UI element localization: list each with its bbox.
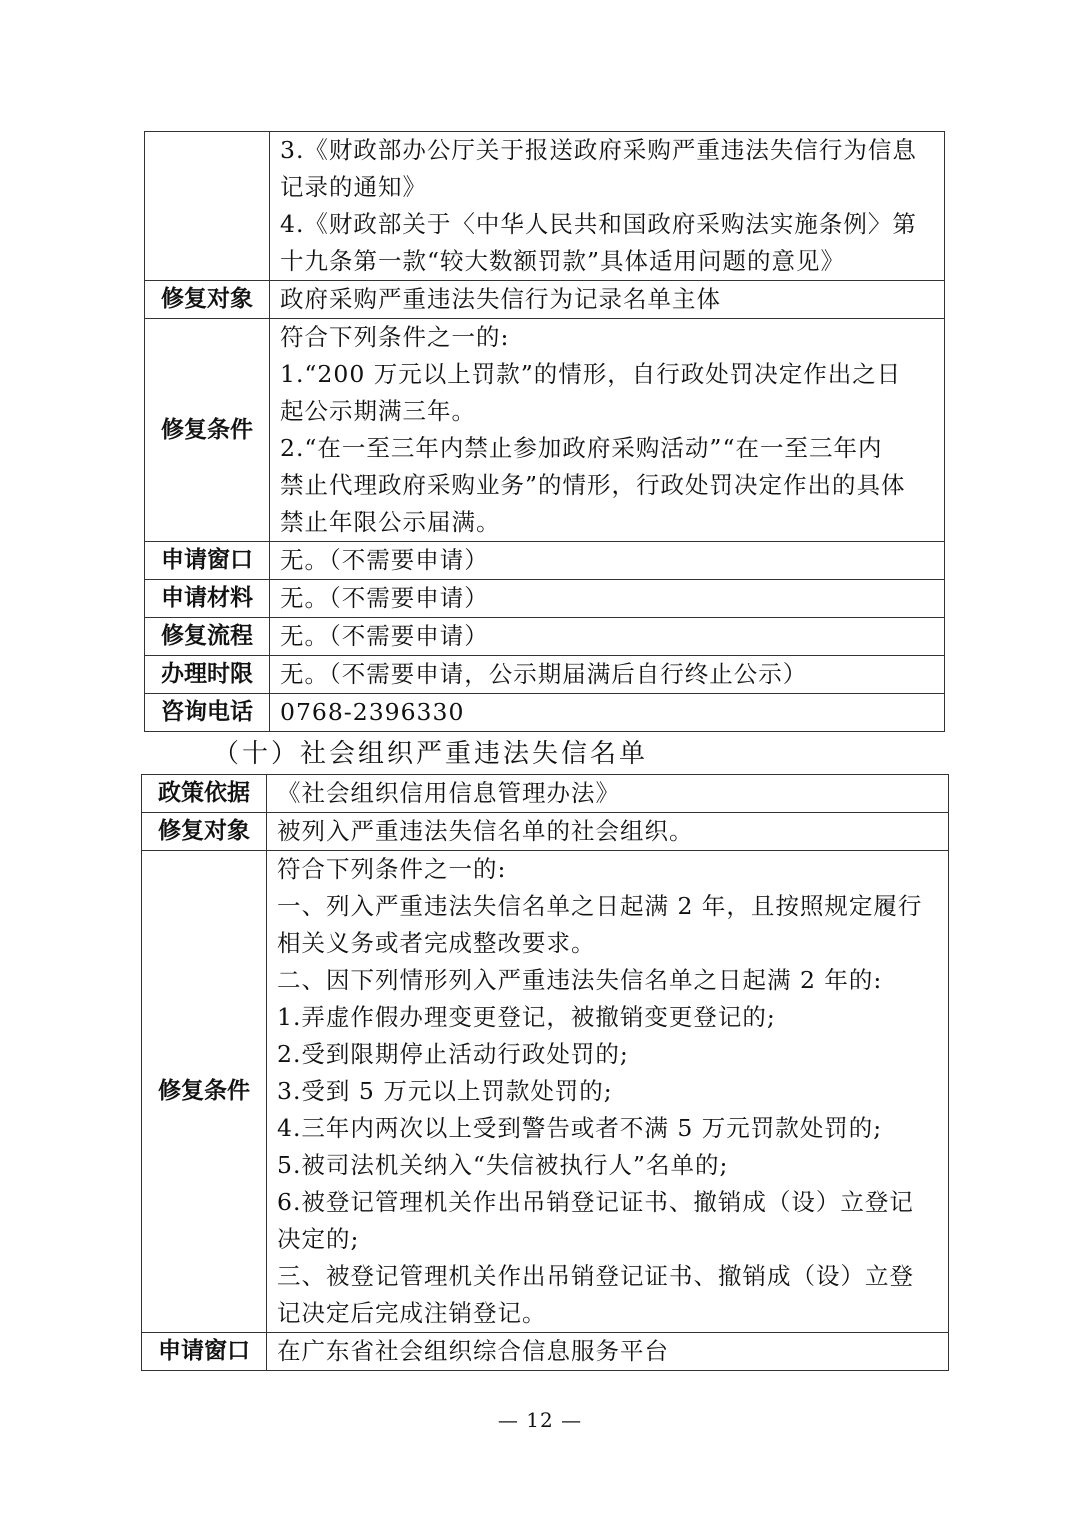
content-line: 无。（不需要申请）	[280, 584, 489, 612]
content-line: 禁止代理政府采购业务”的情形，行政处罚决定作出的具体	[280, 471, 906, 499]
table-row	[145, 580, 945, 618]
page-number: — 12 —	[497, 1408, 583, 1432]
row-label: 办理时限	[145, 656, 270, 694]
row-content	[270, 542, 945, 580]
content-line: 无。（不需要申请）	[280, 622, 489, 650]
row-label: 咨询电话	[145, 694, 270, 732]
section-title: （十）社会组织严重违法失信名单	[213, 739, 649, 769]
row-content	[270, 132, 945, 281]
table-row	[142, 775, 949, 813]
row-content	[270, 580, 945, 618]
content-line: 3.《财政部办公厅关于报送政府采购严重违法失信行为信息	[280, 136, 917, 164]
table-row	[145, 319, 945, 542]
content-line: 被列入严重违法失信名单的社会组织。	[277, 817, 694, 845]
content-line: 3.受到 5 万元以上罚款处罚的;	[277, 1077, 613, 1105]
row-label: 修复对象	[145, 281, 270, 319]
row-label: 修复对象	[142, 813, 267, 851]
table-row	[142, 1333, 949, 1371]
row-label: 修复条件	[145, 319, 270, 542]
content-line: 决定的;	[277, 1225, 360, 1253]
table-row	[145, 656, 945, 694]
content-line: 无。（不需要申请）	[280, 546, 489, 574]
content-line: 在广东省社会组织综合信息服务平台	[277, 1337, 669, 1365]
content-line: 2.受到限期停止活动行政处罚的;	[277, 1040, 629, 1068]
content-line: 1.“200 万元以上罚款”的情形，自行政处罚决定作出之日	[280, 360, 902, 388]
content-line: 起公示期满三年。	[280, 397, 476, 425]
row-label: 申请窗口	[145, 542, 270, 580]
content-line: 十九条第一款“较大数额罚款”具体适用问题的意见》	[280, 247, 846, 275]
content-line: 2.“在一至三年内禁止参加政府采购活动”“在一至三年内	[280, 434, 883, 462]
content-line: 一、列入严重违法失信名单之日起满 2 年，且按照规定履行	[277, 892, 923, 920]
content-line: 4.三年内两次以上受到警告或者不满 5 万元罚款处罚的;	[277, 1114, 883, 1142]
content-line: 6.被登记管理机关作出吊销登记证书、撤销成（设）立登记	[277, 1188, 914, 1216]
row-label: 修复条件	[142, 851, 267, 1333]
table-row	[142, 813, 949, 851]
table-row	[145, 132, 945, 281]
content-line: 符合下列条件之一的:	[277, 855, 507, 883]
content-line: 无。（不需要申请，公示期届满后自行终止公示）	[280, 660, 808, 688]
content-line: 4.《财政部关于〈中华人民共和国政府采购法实施条例〉第	[280, 210, 917, 238]
table-row	[145, 542, 945, 580]
credit-repair-table-government-procurement	[144, 131, 945, 732]
table-row	[145, 694, 945, 732]
table-row	[145, 281, 945, 319]
row-label: 修复流程	[145, 618, 270, 656]
content-line: 记决定后完成注销登记。	[277, 1299, 547, 1327]
row-label	[145, 132, 270, 281]
row-content	[270, 281, 945, 319]
content-line: 记录的通知》	[280, 173, 427, 201]
content-line: 《社会组织信用信息管理办法》	[277, 779, 620, 807]
content-line: 0768-2396330	[280, 698, 465, 726]
row-label: 申请材料	[145, 580, 270, 618]
table-row	[142, 851, 949, 1333]
row-content	[267, 851, 949, 1333]
row-content	[267, 813, 949, 851]
content-line: 符合下列条件之一的:	[280, 323, 510, 351]
row-content	[270, 656, 945, 694]
row-label: 政策依据	[142, 775, 267, 813]
content-line: 5.被司法机关纳入“失信被执行人”名单的;	[277, 1151, 729, 1179]
row-label: 申请窗口	[142, 1333, 267, 1371]
row-content	[267, 775, 949, 813]
row-content	[270, 618, 945, 656]
row-content	[267, 1333, 949, 1371]
content-line: 二、因下列情形列入严重违法失信名单之日起满 2 年的:	[277, 966, 883, 994]
content-line: 相关义务或者完成整改要求。	[277, 929, 596, 957]
table-row	[145, 618, 945, 656]
row-content	[270, 694, 945, 732]
content-line: 禁止年限公示届满。	[280, 508, 501, 536]
content-line: 三、被登记管理机关作出吊销登记证书、撤销成（设）立登	[277, 1262, 914, 1290]
row-content	[270, 319, 945, 542]
credit-repair-table-social-organization	[141, 774, 949, 1371]
content-line: 1.弄虚作假办理变更登记，被撤销变更登记的;	[277, 1003, 776, 1031]
content-line: 政府采购严重违法失信行为记录名单主体	[280, 285, 721, 313]
